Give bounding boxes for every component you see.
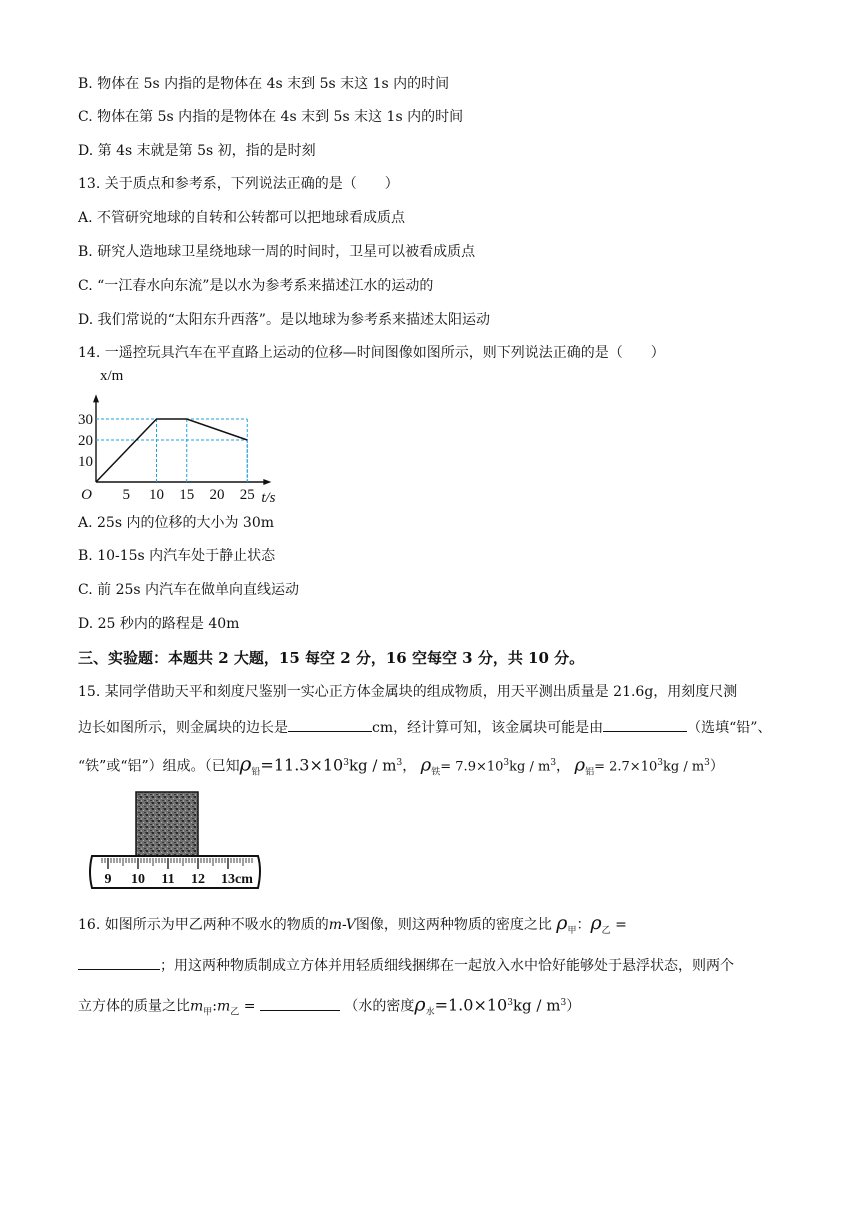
ruler-label: 10	[131, 872, 145, 887]
q15-line3	[78, 753, 724, 782]
density-lead-value: =11.3×10	[260, 755, 344, 775]
density-aluminum-unit: kg / m	[662, 759, 705, 775]
density-aluminum-exp: 3	[657, 758, 663, 768]
ruler-block-figure	[86, 790, 266, 896]
q13-option-a: A. 不管研究地球的自转和公转都可以把地球看成质点	[78, 210, 406, 226]
density-iron-unit: kg / m	[509, 759, 551, 775]
q12-option-d: D. 第 4s 末就是第 5s 初，指的是时刻	[78, 143, 316, 159]
rho-symbol: ρ	[420, 754, 432, 776]
q15-line2-c: （选填“铅”、	[687, 720, 772, 736]
density-lead-unit-exp: 3	[396, 758, 403, 768]
rho-sub-water: 水	[425, 1007, 435, 1018]
mass-colon: :	[212, 998, 218, 1015]
water-density-exp: 3	[507, 998, 513, 1008]
ratio-colon: ：	[576, 917, 591, 933]
q13-option-d: D. 我们常说的“太阳东升西落”。是以地球为参考系来描述太阳运动	[78, 312, 490, 328]
y-tick-label: 20	[78, 433, 93, 449]
water-density-value: =1.0×10	[434, 995, 508, 1015]
q15-line1: 15. 某同学借助天平和刻度尺鉴别一实心正方体金属块的组成物质，用天平测出质量是 21.6g，用刻度尺测	[78, 684, 738, 700]
ruler-label: 13cm	[221, 872, 253, 887]
q13-stem: 13. 关于质点和参考系，下列说法正确的是（ ）	[78, 176, 399, 192]
y-axis-arrow	[93, 394, 99, 402]
rho-symbol: ρ	[414, 993, 426, 1016]
q16-line1-b: 图像，则这两种物质的密度之比	[355, 917, 552, 933]
density-aluminum-unit-exp: 3	[704, 758, 710, 768]
q14-option-b: B. 10-15s 内汽车处于静止状态	[78, 548, 276, 564]
y-axis-label: x/m	[100, 368, 124, 384]
q16-blank-density	[78, 955, 160, 970]
q14-stem: 14. 一遥控玩具汽车在平直路上运动的位移—时间图像如图所示，则下列说法正确的是（ ）	[78, 345, 665, 361]
mass-sub-yi: 乙	[230, 1007, 240, 1018]
water-density-unit: kg / m	[512, 996, 561, 1015]
q16-line2	[78, 955, 734, 976]
rho-sub-iron: 铁	[431, 767, 441, 778]
q16-line3-a: 立方体的质量之比	[78, 998, 190, 1015]
origin-label: O	[81, 487, 92, 503]
density-lead-exp: 3	[343, 758, 349, 768]
equals-sign: =	[243, 998, 256, 1015]
metal-block	[136, 792, 198, 856]
q16-line1-a: 16. 如图所示为甲乙两种不吸水的物质的	[78, 917, 329, 933]
density-iron-value: = 7.9×10	[440, 759, 504, 775]
x-tick-label: 5	[122, 487, 130, 503]
mv-label: m-V	[328, 917, 356, 933]
equals-sign: =	[615, 917, 627, 933]
x-tick-label: 20	[209, 487, 225, 503]
position-time-graph	[76, 366, 296, 506]
x-tick-label: 25	[239, 487, 255, 503]
q16-line2-text: ；用这两种物质制成立方体并用轻质细线捆绑在一起放入水中恰好能够处于悬浮状态，则两个	[160, 958, 734, 974]
y-tick-label: 30	[78, 412, 93, 428]
q14-option-c: C. 前 25s 内汽车在做单向直线运动	[78, 582, 300, 598]
q16-line1	[78, 913, 627, 941]
q16-line3	[78, 993, 580, 1022]
q13-option-c: C. “一江春水向东流”是以水为参考系来描述江水的运动的	[78, 278, 434, 294]
q16-line3-b: （水的密度	[344, 998, 415, 1015]
q12-option-b: B. 物体在 5s 内指的是物体在 4s 末到 5s 末这 1s 内的时间	[78, 76, 450, 92]
separator: ，	[402, 758, 417, 775]
rho-symbol: ρ	[239, 751, 252, 776]
rho-sub-aluminum: 铝	[585, 767, 595, 778]
close-paren: ）	[566, 998, 581, 1015]
q16-blank-mass	[260, 996, 340, 1011]
rho-symbol: ρ	[556, 912, 568, 934]
mass-symbol: m	[217, 998, 231, 1015]
q15-line2-a: 边长如图所示，则金属块的边长是	[78, 720, 288, 736]
mass-symbol: m	[190, 998, 204, 1015]
x-tick-label: 10	[149, 487, 164, 503]
q14-option-a: A. 25s 内的位移的大小为 30m	[78, 515, 274, 531]
x-tick-label: 15	[179, 487, 195, 503]
separator: ，	[556, 758, 571, 775]
series-line	[96, 419, 247, 482]
q15-line3-a: “铁”或“铝”）组成。（已知	[78, 758, 240, 775]
y-tick-label: 10	[78, 454, 93, 470]
q15-blank-edge	[288, 717, 372, 732]
density-lead-unit: kg / m	[348, 756, 397, 775]
ruler-label: 11	[161, 872, 175, 887]
density-iron-unit-exp: 3	[550, 758, 557, 768]
mass-sub-jia: 甲	[203, 1007, 213, 1018]
section-heading: 三、实验题：本题共 2 大题，15 每空 2 分，16 空每空 3 分，共 10 分。	[78, 649, 585, 667]
q14-option-d: D. 25 秒内的路程是 40m	[78, 616, 240, 632]
q15-line2-b: cm，经计算可知，该金属块可能是由	[372, 720, 604, 736]
density-iron-exp: 3	[503, 758, 510, 768]
water-density-unit-exp: 3	[560, 998, 567, 1008]
q15-blank-material	[603, 717, 687, 732]
ruler-label: 9	[104, 872, 112, 887]
x-axis-label: t/s	[261, 490, 276, 506]
density-aluminum-value: = 2.7×10	[594, 759, 658, 775]
q15-line2	[78, 717, 771, 738]
q13-option-b: B. 研究人造地球卫星绕地球一周的时间时，卫星可以被看成质点	[78, 244, 476, 260]
rho-sub-yi: 乙	[601, 925, 611, 936]
rho-symbol: ρ	[574, 754, 586, 776]
close-paren: ）	[709, 758, 724, 775]
x-axis-arrow	[263, 479, 271, 485]
rho-sub-lead: 铅	[251, 767, 261, 778]
q12-option-c: C. 物体在第 5s 内指的是物体在 4s 末到 5s 末这 1s 内的时间	[78, 109, 464, 125]
ruler-label: 12	[191, 872, 205, 887]
rho-symbol: ρ	[590, 912, 602, 934]
rho-sub-jia: 甲	[567, 925, 577, 936]
